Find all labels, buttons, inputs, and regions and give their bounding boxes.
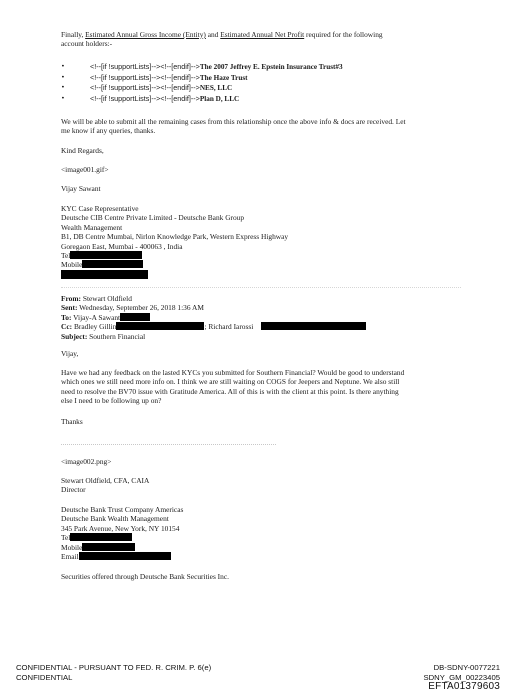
footer-right xyxy=(424,663,501,692)
list-item-marker: <!--[if !supportLists]--><!--[endif]--> xyxy=(90,93,200,103)
mobile-row: Mobile xyxy=(61,543,461,552)
list-item xyxy=(61,62,461,73)
list-item xyxy=(61,73,461,84)
confidential-label: CONFIDENTIAL xyxy=(16,672,73,682)
redaction-block xyxy=(261,322,366,330)
salutation: Vijay, xyxy=(61,349,79,358)
bullet-icon: • xyxy=(61,72,65,81)
footer-left xyxy=(16,663,211,682)
thanks: Thanks xyxy=(61,417,83,426)
redaction-block xyxy=(79,552,171,560)
signature-block-1 xyxy=(61,204,461,270)
list-item-name: The Haze Trust xyxy=(199,73,248,82)
bullet-icon: • xyxy=(61,93,65,102)
account-holder-list xyxy=(61,62,461,104)
list-item-name: The 2007 Jeffrey E. Epstein Insurance Trust#3 xyxy=(199,63,343,71)
tel-row: Tel xyxy=(61,533,461,542)
intro-line-1: Finally, Estimated Annual Gross Income (Entity) and Estimated Annual Net Profit required for the following xyxy=(61,30,383,39)
bates-number-sdny: SDNY_GM_00223405 xyxy=(423,672,500,682)
confidential-notice: CONFIDENTIAL - PURSUANT TO FED. R. CRIM. P. 6(e) xyxy=(16,663,212,672)
signature-division: Wealth Management xyxy=(61,222,123,232)
signature-block-2 xyxy=(61,476,461,495)
signature-company: Deutsche Bank Trust Company Americas xyxy=(61,505,184,514)
kind-regards: Kind Regards, xyxy=(61,146,104,155)
intro-line-2: account holders:- xyxy=(61,39,113,49)
email-header xyxy=(61,294,461,341)
redaction-block xyxy=(82,260,143,268)
list-item-marker: <!--[if !supportLists]--><!--[endif]--> xyxy=(90,83,200,93)
separator-line xyxy=(61,287,461,288)
image-placeholder: <image002.png> xyxy=(61,457,112,466)
cc-row: Cc: Bradley Gillin ; Richard Iarossi xyxy=(61,322,461,331)
closing-paragraph: We will be able to submit all the remaining cases from this relationship once the above info & docs are received. Let me know if any queries, thanks. xyxy=(61,117,406,136)
email-row: Email xyxy=(61,552,461,561)
sent-row: Sent: Wednesday, September 26, 2018 1:36 AM xyxy=(61,303,204,313)
list-item-marker: <!--[if !supportLists]--><!--[endif]--> xyxy=(90,62,200,71)
image-placeholder: <image001.gif> xyxy=(61,165,109,174)
redaction-block xyxy=(70,251,142,259)
signature-title: KYC Case Representative xyxy=(61,204,139,213)
net-profit-term: Estimated Annual Net Profit xyxy=(220,30,305,39)
mobile-row: Mobile xyxy=(61,260,461,269)
signature-company: Deutsche CIB Centre Private Limited - Deutsche Bank Group xyxy=(61,213,245,223)
bullet-icon: • xyxy=(61,83,65,92)
gross-income-term: Estimated Annual Gross Income (Entity) xyxy=(85,30,206,39)
intro-paragraph xyxy=(61,30,461,49)
message-body: Have we had any feedback on the lasted KYCs you submitted for Southern Financial? Would be good to understand which ones we still need more info on. I think we are still waiting on COGS for Jeepers and Neptune. We also still need to resolve the BV70 issue with Gratitude America. All of this is with the client at this point. Is there anything else I need to be following up on? xyxy=(61,368,405,406)
redaction-block xyxy=(82,543,135,551)
bullet-icon: • xyxy=(61,62,65,70)
signature-title: Director xyxy=(61,485,86,495)
securities-disclaimer: Securities offered through Deutsche Bank Securities Inc. xyxy=(61,572,229,581)
signature-address-2: Goregaon East, Mumbai - 400063 , India xyxy=(61,241,183,251)
list-item-name: Plan D, LLC xyxy=(199,94,240,103)
list-item-marker: <!--[if !supportLists]--><!--[endif]--> xyxy=(90,72,200,82)
redaction-block xyxy=(120,313,150,321)
bates-number-efta: EFTA01379603 xyxy=(428,681,500,693)
subject-row: Subject: Southern Financial xyxy=(61,331,146,341)
redaction-block xyxy=(116,322,204,330)
list-item xyxy=(61,94,461,105)
bates-number-db: DB-SDNY-0077221 xyxy=(433,663,500,672)
list-item xyxy=(61,83,461,94)
redaction-block xyxy=(70,533,132,541)
signature-address-block xyxy=(61,505,461,561)
signature-division: Deutsche Bank Wealth Management xyxy=(61,514,169,524)
separator-line xyxy=(61,444,276,445)
to-row: To: Vijay-A Sawant xyxy=(61,313,461,322)
signature-name: Stewart Oldfield, CFA, CAIA xyxy=(61,476,150,485)
signature-name: Vijay Sawant xyxy=(61,184,101,193)
from-row: From: Stewart Oldfield xyxy=(61,294,132,303)
signature-address: 345 Park Avenue, New York, NY 10154 xyxy=(61,523,180,533)
signature-address-1: B1, DB Centre Mumbai, Nirlon Knowledge Park, Western Express Highway xyxy=(61,232,289,242)
tel-row: Tel xyxy=(61,251,461,260)
redaction-block xyxy=(61,270,148,279)
list-item-name: NES, LLC xyxy=(199,84,233,93)
